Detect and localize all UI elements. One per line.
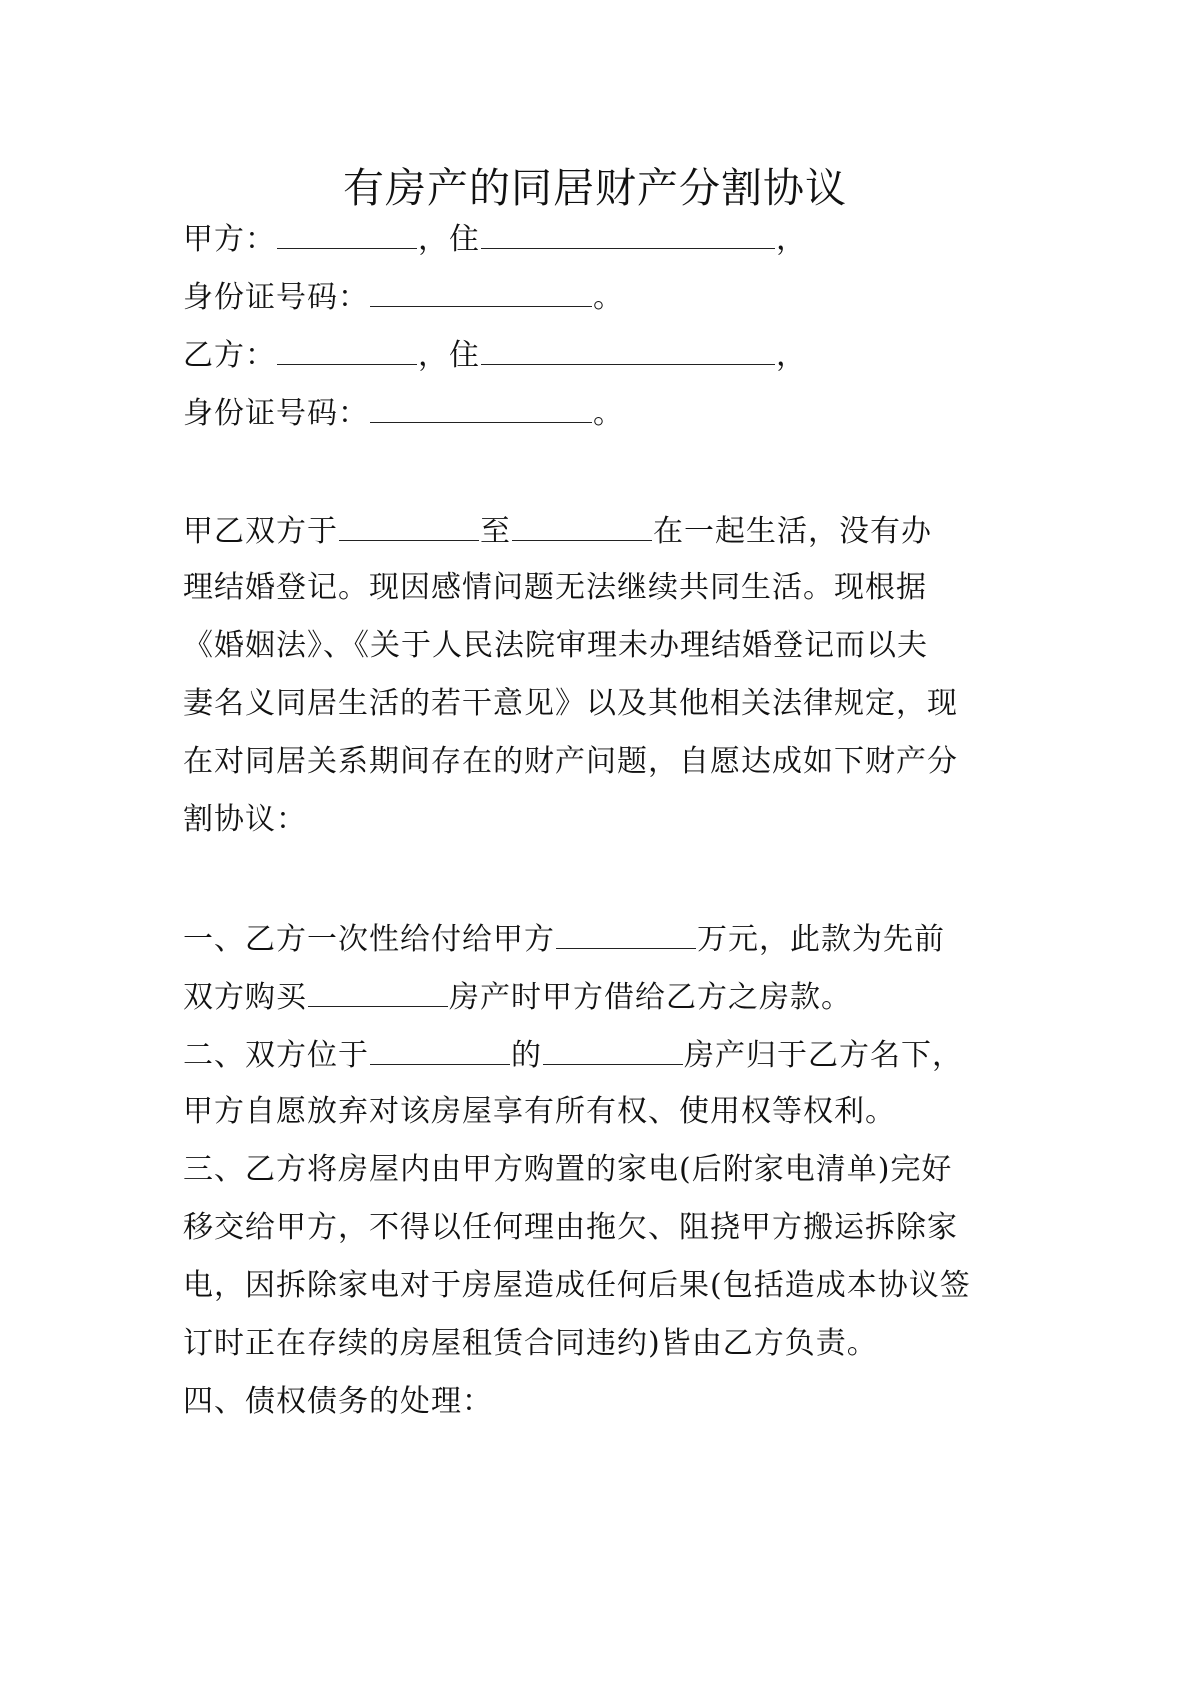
party-a-label: 甲方： [183, 222, 276, 257]
amount-blank[interactable] [556, 918, 696, 949]
comma-text: ， [776, 338, 807, 373]
comma-text: ， [776, 222, 807, 257]
clause-text: 万元，此款为先前 [697, 922, 945, 957]
clause-3-line: 移交给甲方，不得以任何理由拖欠、阻挠甲方搬运拆除家 [183, 1210, 958, 1245]
period-text: 。 [593, 280, 624, 315]
party-b-name-blank[interactable] [277, 334, 417, 365]
party-b-line [183, 334, 807, 376]
start-date-blank[interactable] [339, 510, 479, 541]
clause-1-line [183, 918, 945, 960]
period-text: 。 [593, 396, 624, 431]
party-a-id-line [183, 276, 624, 318]
clause-3-line: 电，因拆除家电对于房屋造成任何后果(包括造成本协议签 [183, 1268, 971, 1303]
preamble-line: 割协议： [183, 802, 307, 837]
preamble-text: 至 [480, 514, 511, 549]
preamble-text: 在一起生活，没有办 [653, 514, 932, 549]
clause-text: 二、双方位于 [183, 1038, 369, 1073]
party-a-id-blank[interactable] [370, 276, 592, 307]
party-b-id-line [183, 392, 624, 434]
clause-1-line [183, 976, 852, 1018]
location-blank[interactable] [370, 1034, 510, 1065]
preamble-line: 在对同居关系期间存在的财产问题，自愿达成如下财产分 [183, 744, 958, 779]
property-blank[interactable] [308, 976, 448, 1007]
clause-text: 双方购买 [183, 980, 307, 1015]
clause-text: 房产时甲方借给乙方之房款。 [449, 980, 852, 1015]
residence-label: ，住 [418, 338, 480, 373]
clause-3-line: 订时正在存续的房屋租赁合同违约)皆由乙方负责。 [183, 1326, 878, 1361]
preamble-line: 妻名义同居生活的若干意见》以及其他相关法律规定，现 [183, 686, 958, 721]
document-title: 有房产的同居财产分割协议 [343, 164, 847, 212]
residence-label: ，住 [418, 222, 480, 257]
end-date-blank[interactable] [512, 510, 652, 541]
party-a-name-blank[interactable] [277, 218, 417, 249]
preamble-line: 《婚姻法》、《关于人民法院审理未办理结婚登记而以夫 [183, 628, 928, 663]
party-b-address-blank[interactable] [481, 334, 775, 365]
clause-text: 房产归于乙方名下， [684, 1038, 963, 1073]
clause-4-line: 四、债权债务的处理： [183, 1384, 493, 1419]
clause-text: 的 [511, 1038, 542, 1073]
clause-3-line: 三、乙方将房屋内由甲方购置的家电(后附家电清单)完好 [183, 1152, 953, 1187]
party-b-id-blank[interactable] [370, 392, 592, 423]
clause-2-line [183, 1034, 963, 1076]
preamble-line: 理结婚登记。现因感情问题无法继续共同生活。现根据 [183, 570, 927, 605]
preamble-line [183, 510, 932, 552]
preamble-text: 甲乙双方于 [183, 514, 338, 549]
property-name-blank[interactable] [543, 1034, 683, 1065]
id-label: 身份证号码： [183, 280, 369, 315]
clause-text: 一、乙方一次性给付给甲方 [183, 922, 555, 957]
clause-2-line: 甲方自愿放弃对该房屋享有所有权、使用权等权利。 [183, 1094, 896, 1129]
party-a-line [183, 218, 807, 260]
id-label: 身份证号码： [183, 396, 369, 431]
party-b-label: 乙方： [183, 338, 276, 373]
party-a-address-blank[interactable] [481, 218, 775, 249]
